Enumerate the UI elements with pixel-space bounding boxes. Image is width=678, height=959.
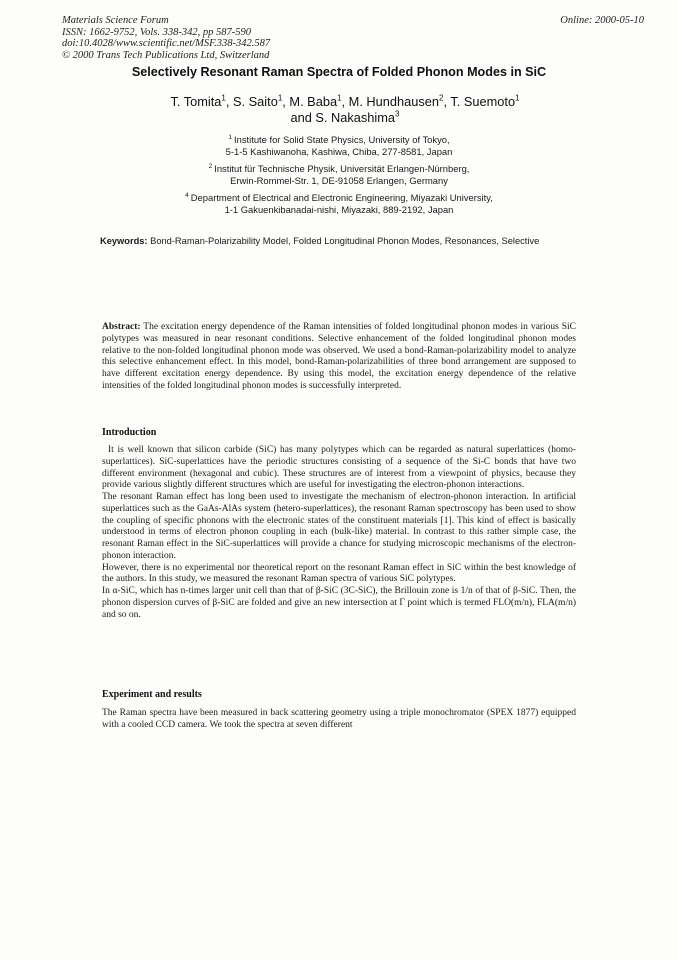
paragraph: The Raman spectra have been measured in back scattering geometry using a triple monochromator (SPEX 1877) equipped with a cooled CCD camera. We took the spectra at seven different xyxy=(102,708,576,730)
section-heading: Introduction xyxy=(102,427,157,438)
author: and S. Nakashima$^3$ xyxy=(290,109,400,125)
header-line: doi:10.4028/www.scientific.net/MSF.338-342.587 xyxy=(62,38,271,50)
affiliation: $^4$ Department of Electrical and Electronic Engineering, Miyazaki University, 1-1 Gakuenkibanadai-nishi, Miyazaki, 889-2192, Japan xyxy=(185,191,493,215)
experiment-body xyxy=(102,708,576,732)
abstract-text: The excitation energy dependence of the Raman intensities of folded longitudinal phonon modes in various SiC polytypes was measured in near resonant conditions. Selective enhancement of the folded longitudinal phonon modes relative to the non-folded longitudinal phonon mode was observed. We used a bond-Raman-polarizability model to analyze this selective enhancement effect. In this model, bond-Raman-polarizabilities of three bond arrangement are supposed to have different excitation energy dependence. By using this model, the excitation energy dependence of the relative intensities of the folded longitudinal phonon modes is successfully interpreted. xyxy=(102,322,576,391)
paragraph: The resonant Raman effect has long been used to investigate the mechanism of electron-phonon interaction. In artificial superlattices such as the GaAs-AlAs system (hetero-superlattices), the resonant Raman spectroscopy has been used to show the coupling of specific phonons with the electronic states of the constituent materials [1]. This kind of effect is basically understood in terms of electron phonon coupling in each (bulk-like) material. In contrast to this rather simple case, the resonant Raman effect in the SiC-superlattices will provide a chance for studying microscopic mechanisms of the electron-phonon interaction. xyxy=(102,492,576,561)
online-date: Online: 2000-05-10 xyxy=(560,15,644,26)
author: S. Saito$^1$, xyxy=(233,93,290,109)
header-line: ISSN: 1662-9752, Vols. 338-342, pp 587-590 xyxy=(62,26,251,38)
paper-title: Selectively Resonant Raman Spectra of Folded Phonon Modes in SiC xyxy=(131,65,547,79)
affiliation: $^1$ Institute for Solid State Physics, University of Tokyo, 5-1-5 Kashiwanoha, Kashiwa, Chiba, 277-8581, Japan xyxy=(225,133,453,157)
journal-header xyxy=(62,15,270,61)
paragraph: It is well known that silicon carbide (SiC) has many polytypes which can be regarded as natural superlattices (homo-superlattices). SiC-superlattices have the periodic structures consisting of a sequence of the Si-C bonds that have two different environment (hexagonal and cubic). These structures are of interest from a viewpoint of physics, because they provide various slightly different structures which are useful for investigating the electron-phonon interactions. xyxy=(102,445,576,491)
header-line: © 2000 Trans Tech Publications Ltd, Switzerland xyxy=(62,49,270,61)
keywords-label: Keywords: xyxy=(100,236,148,246)
affiliation: $^2$ Institut für Technische Physik, Universität Erlangen-Nürnberg, Erwin-Rommel-Str. 1, DE-91058 Erlangen, Germany xyxy=(208,162,470,186)
header-line: Materials Science Forum xyxy=(62,15,169,26)
author: M. Hundhausen$^2$, xyxy=(348,93,451,109)
paragraph: However, there is no experimental nor theoretical report on the resonant Raman effect in SiC within the best knowledge of the authors. In this study, we measured the resonant Raman spectra of various SiC polytypes. xyxy=(102,562,576,585)
author: T. Suemoto$^1$ xyxy=(450,93,520,109)
author: T. Tomita$^1$, xyxy=(170,93,233,109)
author-list xyxy=(80,94,610,125)
paragraph: In α-SiC, which has n-times larger unit cell than that of β-SiC (3C-SiC), the Brillouin zone is 1/n of that of β-SiC. Then, the phonon dispersion curves of β-SiC are folded and give an new intersection at Γ point which is termed FLO(m/n), FLA(m/n) and so on. xyxy=(102,586,576,620)
keywords-text: Bond-Raman-Polarizability Model, Folded Longitudinal Phonon Modes, Resonances, Selective xyxy=(150,236,540,246)
author: M. Baba$^1$, xyxy=(289,93,349,109)
keywords xyxy=(100,235,560,247)
abstract-label: Abstract: xyxy=(102,322,141,332)
abstract xyxy=(102,322,576,393)
introduction-body xyxy=(102,445,576,621)
section-heading: Experiment and results xyxy=(102,689,202,700)
